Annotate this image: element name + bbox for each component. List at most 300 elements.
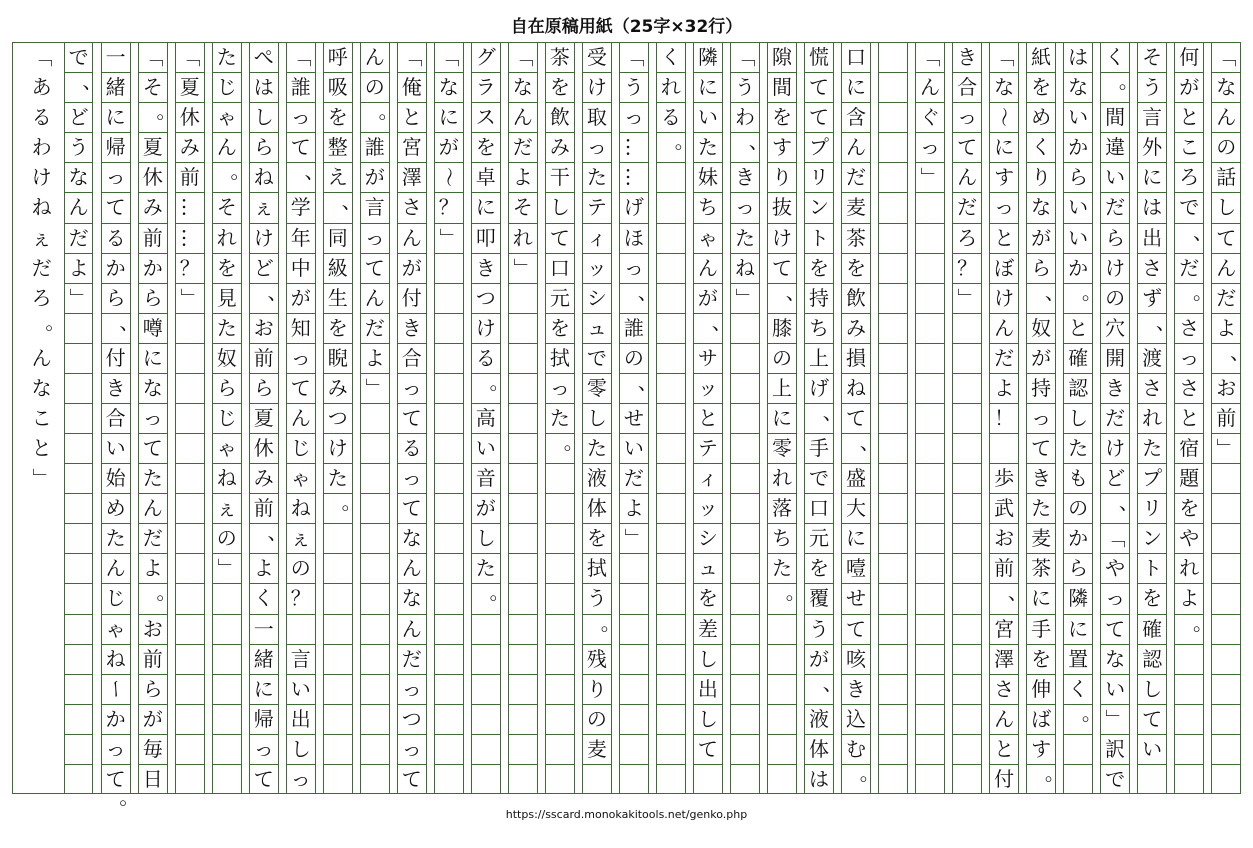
row-line [952, 583, 982, 584]
row-line [730, 523, 760, 524]
manuscript-char: 付 [105, 345, 126, 370]
row-line [730, 493, 760, 494]
row-line [360, 583, 390, 584]
row-line [1174, 674, 1204, 675]
manuscript-char: い [105, 436, 126, 461]
manuscript-char: た [734, 225, 755, 250]
row-line [915, 553, 945, 554]
manuscript-char: ろ [31, 285, 52, 310]
row-line [656, 162, 686, 163]
manuscript-char: 零 [771, 436, 792, 461]
manuscript-char: 穴 [1105, 315, 1126, 340]
manuscript-char: 休 [179, 105, 200, 130]
row-line [175, 493, 205, 494]
manuscript-char: う [68, 135, 89, 160]
manuscript-char: 誰 [623, 315, 644, 340]
manuscript-char: れ [771, 466, 792, 491]
manuscript-char: 伸 [1031, 676, 1052, 701]
row-line [952, 523, 982, 524]
manuscript-char: 合 [957, 75, 978, 100]
manuscript-char: 「 [140, 47, 165, 68]
manuscript-char: 話 [1216, 165, 1237, 190]
manuscript-char: 隣 [697, 45, 718, 70]
row-line [1174, 704, 1204, 705]
manuscript-char: ん [142, 496, 163, 521]
row-line [767, 764, 797, 765]
manuscript-char: ら [142, 676, 163, 701]
manuscript-char: で [808, 466, 829, 491]
manuscript-char: 、 [822, 400, 843, 424]
manuscript-char: に [845, 526, 866, 551]
row-line [508, 523, 538, 524]
manuscript-char: あ [31, 75, 52, 100]
manuscript-char: 俺 [401, 75, 422, 100]
manuscript-char: て [1142, 706, 1163, 731]
manuscript-char: 開 [1105, 345, 1126, 370]
row-line [878, 132, 908, 133]
manuscript-char: て [1216, 225, 1237, 250]
manuscript-char: を [697, 586, 718, 611]
manuscript-char: か [105, 255, 126, 280]
manuscript-char: て [401, 496, 422, 521]
manuscript-char: 噂 [142, 315, 163, 340]
manuscript-char: け [475, 315, 496, 340]
row-line [952, 493, 982, 494]
manuscript-char: 、 [637, 279, 658, 304]
row-line [212, 704, 242, 705]
row-line [915, 192, 945, 193]
manuscript-char: 。 [1192, 610, 1213, 635]
manuscript-char: 前 [142, 225, 163, 250]
column-line [878, 42, 879, 794]
manuscript-char: に [105, 105, 126, 130]
row-line [360, 463, 390, 464]
manuscript-char: わ [31, 135, 52, 160]
row-line [915, 734, 945, 735]
manuscript-char: る [31, 105, 52, 130]
manuscript-char: 奴 [1031, 315, 1052, 340]
row-line [545, 523, 575, 524]
row-line [878, 102, 908, 103]
row-line [508, 583, 538, 584]
row-line [434, 253, 464, 254]
manuscript-char: な [1105, 646, 1126, 671]
manuscript-char: ど [68, 105, 89, 130]
manuscript-char: の [771, 345, 792, 370]
manuscript-char: プ [1142, 466, 1163, 491]
manuscript-char: い [1068, 225, 1089, 250]
manuscript-char: て [845, 616, 866, 641]
row-line [915, 674, 945, 675]
manuscript-char: 違 [1105, 135, 1126, 160]
row-line [878, 644, 908, 645]
manuscript-char: ぇ [253, 195, 274, 220]
manuscript-char: 奴 [216, 345, 237, 370]
manuscript-char: 吸 [327, 75, 348, 100]
row-line [508, 373, 538, 374]
row-line [619, 704, 649, 705]
row-line [656, 223, 686, 224]
row-line [508, 734, 538, 735]
row-line [360, 764, 390, 765]
row-line [64, 734, 94, 735]
manuscript-char: 題 [1179, 466, 1200, 491]
row-line [1211, 493, 1241, 494]
row-line [952, 704, 982, 705]
row-line [1211, 553, 1241, 554]
manuscript-char: だ [994, 345, 1015, 370]
row-line [175, 373, 205, 374]
row-line [730, 313, 760, 314]
manuscript-char: だ [142, 526, 163, 551]
manuscript-char: せ [845, 586, 866, 611]
row-line [1063, 764, 1093, 765]
manuscript-char: み [327, 375, 348, 400]
manuscript-char: 高 [475, 406, 496, 431]
row-line [915, 223, 945, 224]
row-line [64, 553, 94, 554]
manuscript-char: と [994, 225, 1015, 250]
manuscript-char: ラ [475, 75, 496, 100]
row-line [730, 614, 760, 615]
row-line [212, 644, 242, 645]
manuscript-char: ち [697, 195, 718, 220]
manuscript-char: い [1142, 736, 1163, 761]
manuscript-char: 口 [845, 45, 866, 70]
row-line [323, 644, 353, 645]
manuscript-char: 叩 [475, 225, 496, 250]
manuscript-char: 休 [253, 436, 274, 461]
manuscript-char: 言 [290, 646, 311, 671]
manuscript-char: 」 [510, 257, 535, 278]
manuscript-char: た [216, 45, 237, 70]
manuscript-char: … [621, 137, 646, 158]
manuscript-char: て [549, 225, 570, 250]
manuscript-char: 出 [1142, 225, 1163, 250]
manuscript-char: た [586, 165, 607, 190]
manuscript-char: げ [623, 195, 644, 220]
manuscript-char: み [845, 315, 866, 340]
row-line [656, 343, 686, 344]
manuscript-char: だ [1179, 255, 1200, 280]
manuscript-char: ど [1105, 466, 1126, 491]
manuscript-char: る [105, 225, 126, 250]
manuscript-char: 「 [1103, 528, 1128, 549]
manuscript-char: い [697, 105, 718, 130]
manuscript-char: 手 [1031, 616, 1052, 641]
manuscript-char: に [475, 195, 496, 220]
manuscript-char: 受 [586, 45, 607, 70]
manuscript-char: 前 [253, 496, 274, 521]
row-line [64, 433, 94, 434]
row-line [656, 433, 686, 434]
manuscript-char: っ [994, 195, 1015, 220]
row-line [952, 553, 982, 554]
row-line [64, 764, 94, 765]
row-line [952, 674, 982, 675]
manuscript-char: む [845, 736, 866, 761]
manuscript-char: 。 [156, 99, 177, 124]
row-line [915, 433, 945, 434]
manuscript-char: っ [401, 375, 422, 400]
row-line [175, 704, 205, 705]
manuscript-char: っ [623, 105, 644, 130]
manuscript-char: ス [475, 105, 496, 130]
row-line [878, 223, 908, 224]
row-line [767, 644, 797, 645]
manuscript-char: た [1031, 496, 1052, 521]
manuscript-char: ッ [697, 496, 718, 521]
row-line [878, 373, 908, 374]
manuscript-char: よ [364, 345, 385, 370]
manuscript-char: 。 [489, 369, 510, 394]
manuscript-char: る [401, 436, 422, 461]
row-line [656, 764, 686, 765]
row-line [175, 313, 205, 314]
manuscript-char: 知 [290, 315, 311, 340]
row-line [656, 674, 686, 675]
row-line [508, 644, 538, 645]
manuscript-char: 、 [267, 520, 288, 545]
manuscript-char: ん [1216, 105, 1237, 130]
manuscript-char: 「 [621, 47, 646, 68]
row-line [915, 644, 945, 645]
row-line [952, 313, 982, 314]
row-line [175, 644, 205, 645]
row-line [323, 553, 353, 554]
row-line [434, 463, 464, 464]
manuscript-char: は [808, 766, 829, 791]
manuscript-char: 、 [1155, 309, 1176, 334]
manuscript-char: ー [103, 678, 128, 699]
footer-url: https://sscard.monokakitools.net/genko.php [505, 808, 748, 821]
manuscript-char: っ [401, 736, 422, 761]
manuscript-char: ッ [697, 375, 718, 400]
manuscript-char: 。 [156, 580, 177, 605]
manuscript-char: か [1068, 135, 1089, 160]
manuscript-char: ど [253, 255, 274, 280]
manuscript-char: ん [68, 195, 89, 220]
row-line [175, 403, 205, 404]
manuscript-char: ん [290, 406, 311, 431]
row-line [434, 764, 464, 765]
manuscript-char: し [1142, 676, 1163, 701]
manuscript-char: 覆 [808, 586, 829, 611]
manuscript-char: ば [1031, 706, 1052, 731]
manuscript-char: ゃ [216, 436, 237, 461]
manuscript-char: ら [1031, 255, 1052, 280]
row-line [915, 614, 945, 615]
manuscript-char: 合 [105, 406, 126, 431]
manuscript-char: 前 [142, 646, 163, 671]
manuscript-char: 、 [1229, 339, 1250, 364]
row-line [64, 583, 94, 584]
manuscript-char [286, 614, 316, 644]
manuscript-char: か [142, 255, 163, 280]
row-line [212, 674, 242, 675]
manuscript-char: に [253, 676, 274, 701]
manuscript-char: 確 [1142, 616, 1163, 641]
manuscript-char: で [1105, 766, 1126, 791]
manuscript-char: 」 [732, 287, 757, 308]
manuscript-char: 拭 [586, 556, 607, 581]
manuscript-char: よ [1179, 586, 1200, 611]
manuscript-char: ら [216, 375, 237, 400]
row-line [471, 644, 501, 645]
manuscript-char: 睨 [327, 345, 348, 370]
row-line [508, 493, 538, 494]
manuscript-char: ？ [290, 586, 311, 611]
row-line [878, 614, 908, 615]
manuscript-char: ぐ [919, 105, 940, 130]
manuscript-char: ん [845, 135, 866, 160]
manuscript-char: ん [697, 255, 718, 280]
manuscript-char: 」 [1214, 438, 1239, 459]
row-line [175, 734, 205, 735]
manuscript-char: た [549, 406, 570, 431]
manuscript-char: て [290, 135, 311, 160]
manuscript-char: 出 [290, 706, 311, 731]
row-line [878, 463, 908, 464]
manuscript-char: れ [660, 75, 681, 100]
manuscript-char: 、 [1192, 219, 1213, 244]
manuscript-char: な [512, 75, 533, 100]
manuscript-char: た [586, 436, 607, 461]
row-line [434, 283, 464, 284]
manuscript-char: 噎 [845, 556, 866, 581]
manuscript-char: な [994, 75, 1015, 100]
manuscript-char: プ [808, 135, 829, 160]
row-line [619, 644, 649, 645]
manuscript-char: そ [216, 195, 237, 220]
manuscript-char: が [142, 706, 163, 731]
row-line [952, 764, 982, 765]
row-line [1211, 704, 1241, 705]
manuscript-char: だ [623, 466, 644, 491]
manuscript-char: た [697, 135, 718, 160]
manuscript-char: ん [994, 315, 1015, 340]
manuscript-char: う [1142, 75, 1163, 100]
manuscript-char: さ [994, 676, 1015, 701]
manuscript-char: 「 [510, 47, 535, 68]
row-line [878, 283, 908, 284]
row-line [175, 343, 205, 344]
manuscript-char: 。 [785, 580, 806, 605]
manuscript-char: ～ [436, 167, 461, 188]
manuscript-char: 。 [859, 760, 880, 785]
row-line [175, 583, 205, 584]
manuscript-char: や [1105, 556, 1126, 581]
manuscript-char: が [808, 646, 829, 671]
manuscript-char: ら [1068, 165, 1089, 190]
row-line [508, 704, 538, 705]
manuscript-char: の [586, 706, 607, 731]
manuscript-char: 持 [1031, 375, 1052, 400]
manuscript-char: な [1216, 75, 1237, 100]
row-line [767, 614, 797, 615]
manuscript-char: を [216, 255, 237, 280]
manuscript-char: ん [364, 285, 385, 310]
row-line [434, 704, 464, 705]
row-line [434, 373, 464, 374]
manuscript-char: 、 [859, 430, 880, 454]
row-line [360, 403, 390, 404]
manuscript-char: 整 [327, 135, 348, 160]
manuscript-char: と [1068, 315, 1089, 340]
row-line [582, 764, 612, 765]
manuscript-char: 、 [267, 279, 288, 304]
manuscript-char: 緒 [253, 646, 274, 671]
manuscript-char: ん [401, 616, 422, 641]
row-line [730, 553, 760, 554]
manuscript-char: 。 [230, 159, 251, 184]
manuscript-char: 拭 [549, 345, 570, 370]
manuscript-char: 。 [1081, 279, 1102, 304]
manuscript-char: ら [253, 135, 274, 160]
manuscript-char: 、 [637, 369, 658, 394]
manuscript-char: き [957, 45, 978, 70]
row-line [508, 463, 538, 464]
manuscript-char: 付 [994, 766, 1015, 791]
manuscript-char: 慌 [808, 45, 829, 70]
manuscript-char: 。 [1081, 700, 1102, 725]
manuscript-char: よ [512, 165, 533, 190]
row-line [508, 343, 538, 344]
row-line [545, 493, 575, 494]
row-line [323, 704, 353, 705]
manuscript-char: と [1179, 406, 1200, 431]
row-line [915, 523, 945, 524]
manuscript-char: シ [586, 285, 607, 310]
manuscript-char: っ [253, 736, 274, 761]
row-line [1174, 734, 1204, 735]
row-line [656, 614, 686, 615]
row-line [545, 644, 575, 645]
manuscript-char: 、 [1044, 279, 1065, 304]
row-line [175, 553, 205, 554]
manuscript-char: め [105, 496, 126, 521]
row-line [1211, 463, 1241, 464]
row-line [64, 403, 94, 404]
row-line [545, 674, 575, 675]
manuscript-char: に [1068, 616, 1089, 641]
manuscript-char: 訳 [1105, 736, 1126, 761]
row-line [767, 674, 797, 675]
manuscript-char: 言 [1142, 105, 1163, 130]
manuscript-char: す [1031, 736, 1052, 761]
manuscript-char: い [1068, 105, 1089, 130]
manuscript-char: て [845, 406, 866, 431]
row-line [619, 764, 649, 765]
manuscript-char: 手 [808, 436, 829, 461]
manuscript-char: そ [512, 195, 533, 220]
row-line [360, 704, 390, 705]
row-line [434, 583, 464, 584]
row-line [730, 704, 760, 705]
manuscript-char: の [1068, 496, 1089, 521]
manuscript-char: な [438, 75, 459, 100]
row-line [64, 313, 94, 314]
manuscript-char: を [549, 75, 570, 100]
manuscript-char: ゃ [290, 466, 311, 491]
row-line [508, 403, 538, 404]
row-line [508, 674, 538, 675]
row-line [434, 614, 464, 615]
row-line [619, 614, 649, 615]
manuscript-char: き [475, 255, 496, 280]
manuscript-char: 取 [586, 105, 607, 130]
manuscript-char: ん [1216, 255, 1237, 280]
